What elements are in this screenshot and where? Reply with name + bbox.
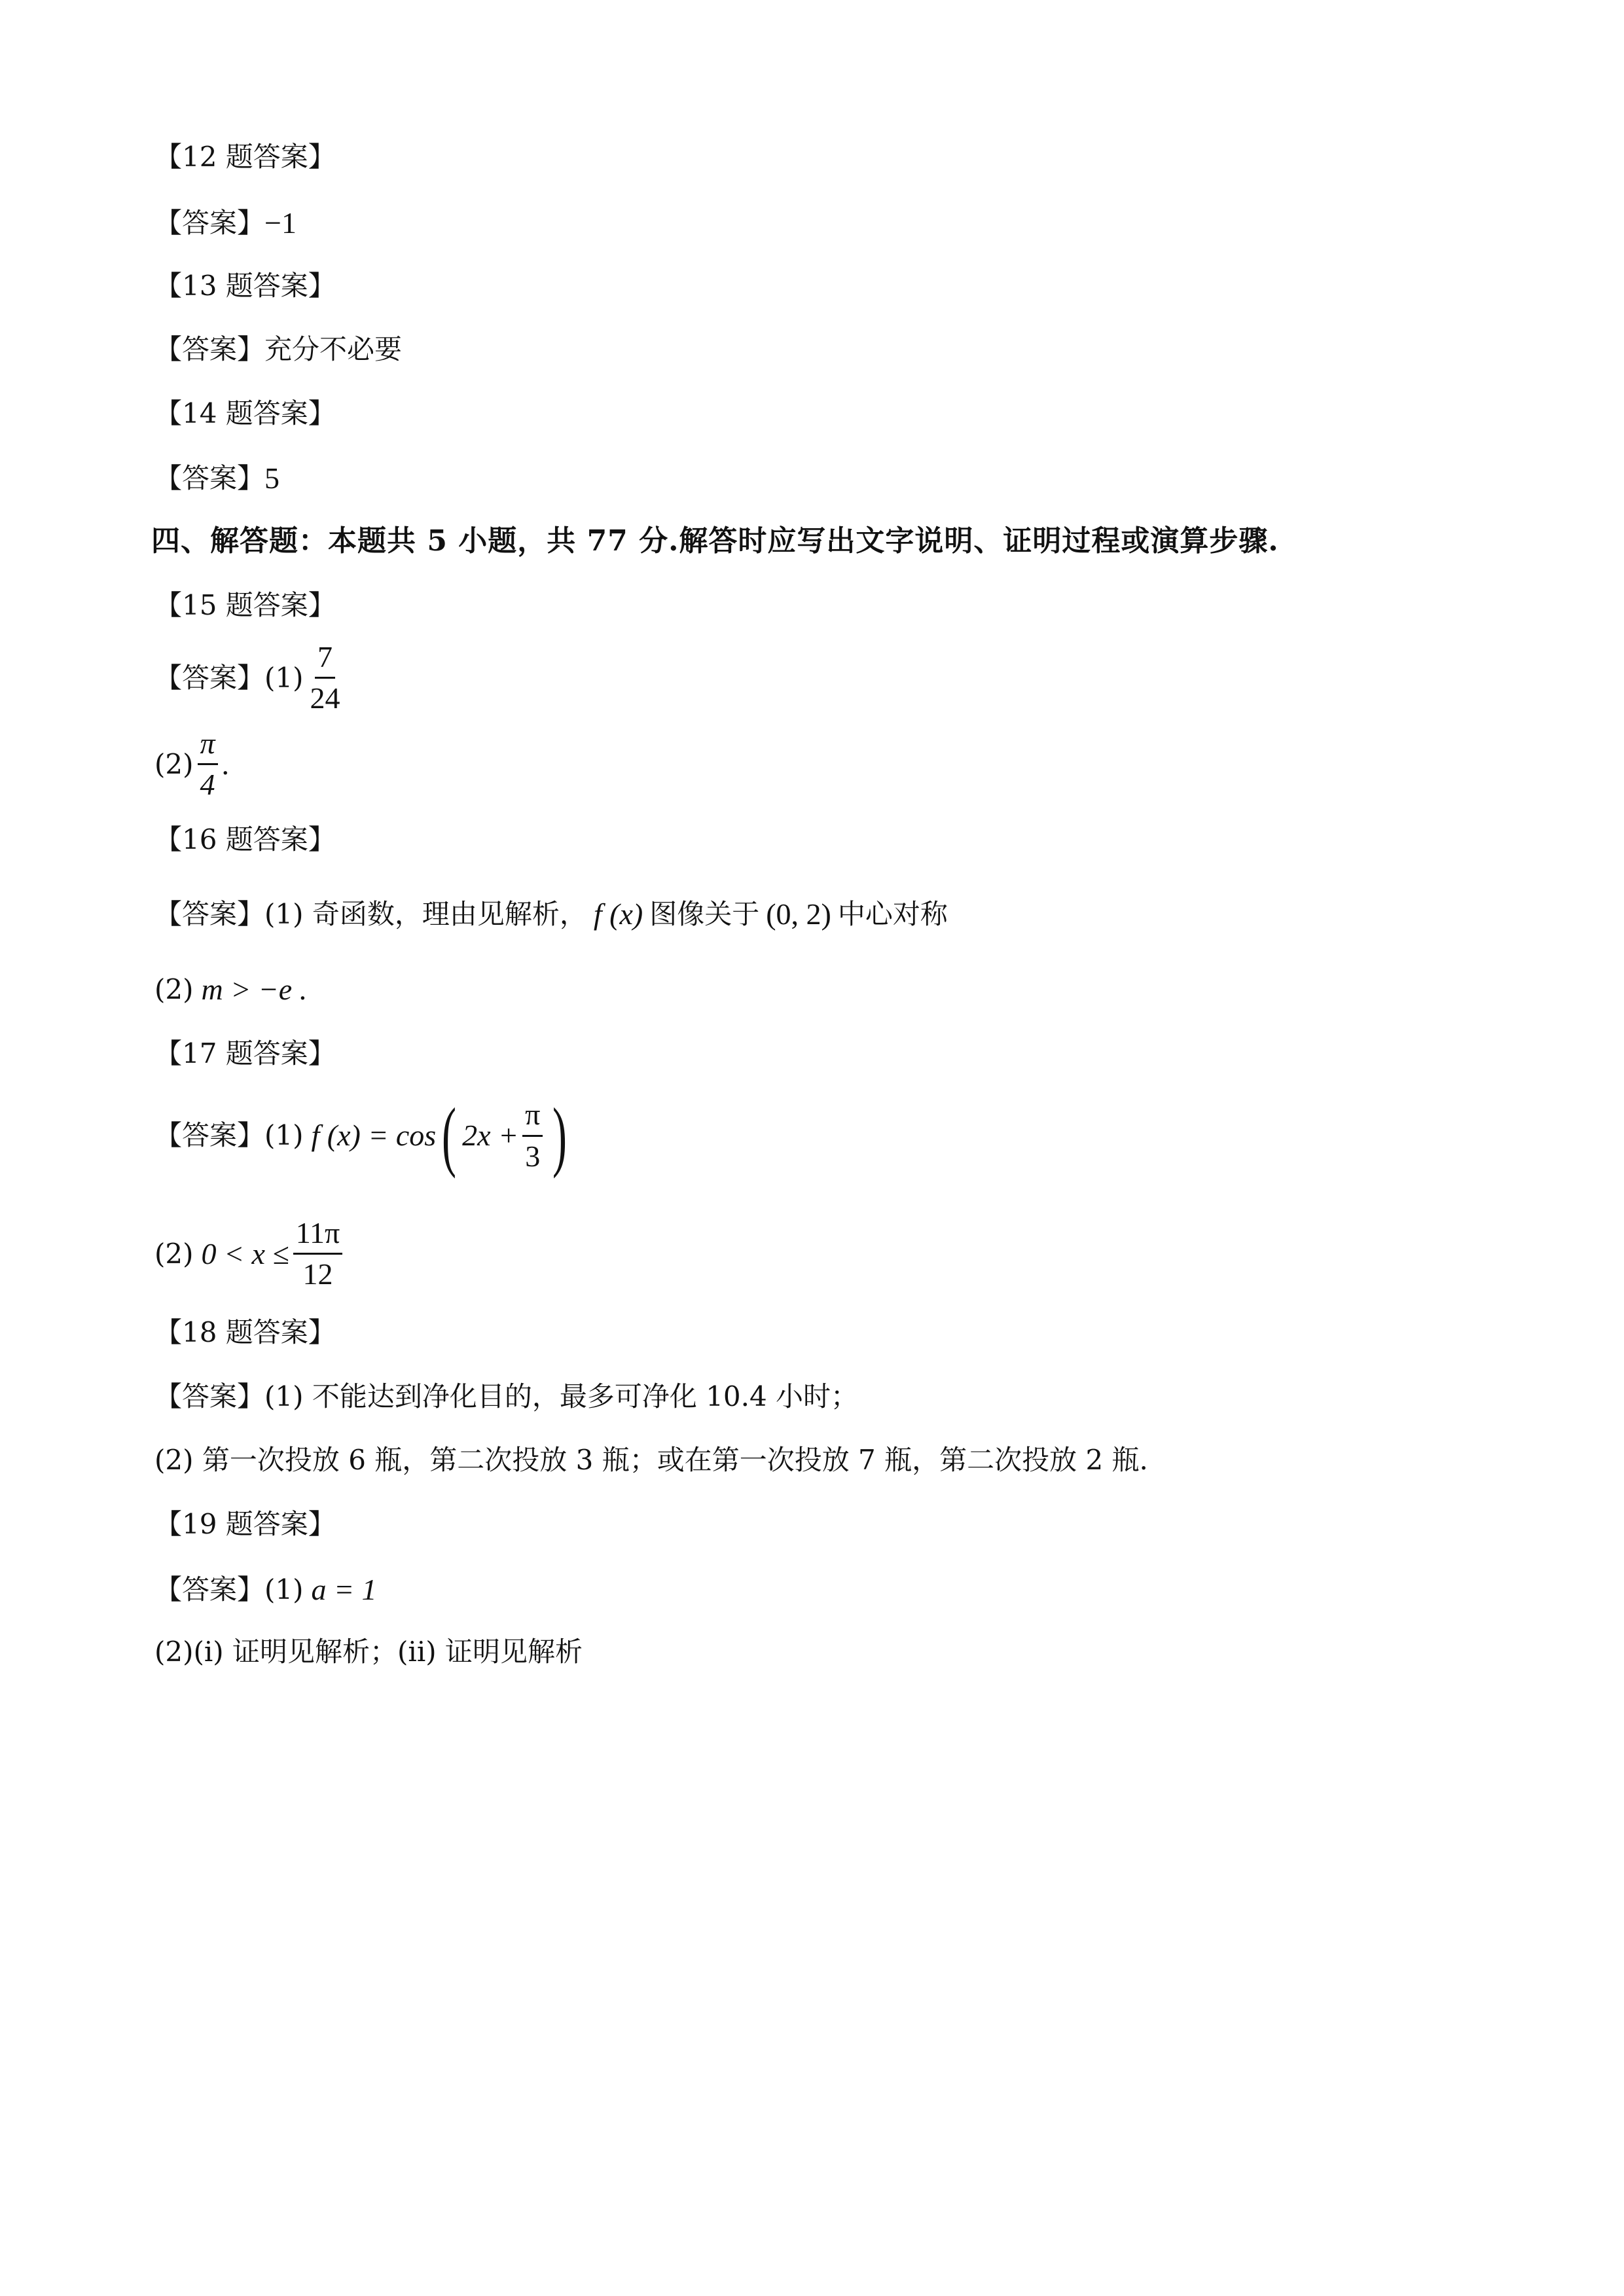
q15-part2-denominator: 4 bbox=[200, 768, 215, 802]
q18-answer-part1 bbox=[154, 1380, 859, 1412]
q15-part2-period: . bbox=[221, 747, 230, 781]
q16-answer-part2 bbox=[154, 975, 307, 1005]
q16-part2-label: (2) bbox=[154, 973, 194, 1005]
q18-answer-text: 【答案】(1) 不能达到净化目的，最多可净化 10.4 小时； bbox=[154, 1380, 859, 1412]
q17-header-text: 【17 题答案】 bbox=[154, 1037, 336, 1069]
q18-part2-text: (2) 第一次投放 6 瓶，第二次投放 3 瓶；或在第一次投放 7 瓶，第二次投放 2 瓶. bbox=[154, 1444, 1148, 1476]
q17-part2-label: (2) bbox=[154, 1237, 194, 1270]
q12-header bbox=[154, 143, 336, 171]
q16-point: (0, 2) bbox=[766, 897, 831, 931]
q14-answer-value: 5 bbox=[264, 461, 280, 495]
q16-header bbox=[154, 823, 336, 855]
q17-header bbox=[154, 1037, 336, 1069]
q16-answer-label: 【答案】(1) 奇函数，理由见解析， bbox=[154, 898, 587, 930]
q17-fraction-pi-3 bbox=[522, 1099, 543, 1172]
q15-fraction-denominator: 24 bbox=[310, 681, 340, 715]
q15-part2-label: (2) bbox=[154, 747, 194, 780]
q15-header-text: 【15 题答案】 bbox=[154, 589, 336, 621]
q19-header-text: 【19 题答案】 bbox=[154, 1508, 336, 1540]
q15-header bbox=[154, 589, 336, 621]
q17-answer-part2 bbox=[154, 1217, 346, 1291]
q18-header bbox=[154, 1316, 336, 1348]
q15-fraction-pi-4 bbox=[198, 728, 218, 801]
q13-header bbox=[154, 272, 336, 300]
q19-answer-label: 【答案】(1) bbox=[154, 1573, 304, 1605]
q16-function-fx: f (x) bbox=[593, 897, 643, 931]
q15-answer-part1 bbox=[154, 641, 347, 715]
q17-open-paren: ( bbox=[442, 1092, 457, 1179]
q17-close-paren: ) bbox=[552, 1092, 568, 1179]
q14-header bbox=[154, 397, 336, 429]
q17-fraction-11pi-12 bbox=[293, 1217, 343, 1291]
q14-answer bbox=[154, 463, 280, 493]
q14-answer-label: 【答案】 bbox=[154, 462, 265, 494]
q16-end-text: 中心对称 bbox=[837, 898, 948, 930]
q15-part2-numerator: π bbox=[198, 728, 218, 765]
q18-answer-part2 bbox=[154, 1446, 1148, 1474]
q19-answer-part2 bbox=[154, 1638, 583, 1666]
q15-fraction-7-24 bbox=[308, 641, 343, 715]
q17-part2-numerator: 11π bbox=[293, 1217, 343, 1255]
q19-expression: a = 1 bbox=[311, 1573, 377, 1606]
q19-header bbox=[154, 1508, 336, 1540]
q17-fraction-denominator: 3 bbox=[525, 1139, 541, 1173]
q12-answer-label: 【答案】 bbox=[154, 207, 265, 239]
section-heading-text: 四、解答题：本题共 5 小题，共 77 分.解答时应写出文字说明、证明过程或演算步骤. bbox=[151, 524, 1279, 558]
q14-header-text: 【14 题答案】 bbox=[154, 397, 336, 429]
q12-answer bbox=[154, 208, 297, 238]
q17-answer-part1 bbox=[154, 1092, 573, 1179]
q17-part2-lhs: 0 < x ≤ bbox=[201, 1236, 289, 1270]
q16-mid-text: 图像关于 bbox=[649, 898, 760, 930]
q15-answer-part2 bbox=[154, 728, 229, 801]
q15-answer-label: 【答案】(1) bbox=[154, 661, 304, 694]
q16-header-text: 【16 题答案】 bbox=[154, 823, 336, 855]
q12-answer-value: −1 bbox=[264, 206, 297, 240]
q17-inner: 2x + bbox=[462, 1119, 519, 1152]
q17-fraction-numerator: π bbox=[522, 1099, 543, 1136]
q19-part2-text: (2)(i) 证明见解析；(ii) 证明见解析 bbox=[154, 1636, 583, 1668]
q16-part2-expression: m > −e . bbox=[201, 973, 308, 1006]
q17-answer-label: 【答案】(1) bbox=[154, 1119, 304, 1151]
q16-answer-part1 bbox=[154, 899, 948, 929]
q12-header-text: 【12 题答案】 bbox=[154, 141, 336, 173]
section-heading bbox=[151, 524, 1279, 558]
q17-part2-denominator: 12 bbox=[302, 1257, 333, 1291]
q18-header-text: 【18 题答案】 bbox=[154, 1316, 336, 1348]
q19-answer-part1 bbox=[154, 1575, 377, 1605]
q17-lhs: f (x) = cos bbox=[311, 1119, 437, 1152]
q13-answer-text: 【答案】充分不必要 bbox=[154, 333, 403, 365]
q15-fraction-numerator: 7 bbox=[315, 641, 335, 679]
q13-answer bbox=[154, 333, 403, 365]
q13-header-text: 【13 题答案】 bbox=[154, 270, 336, 302]
